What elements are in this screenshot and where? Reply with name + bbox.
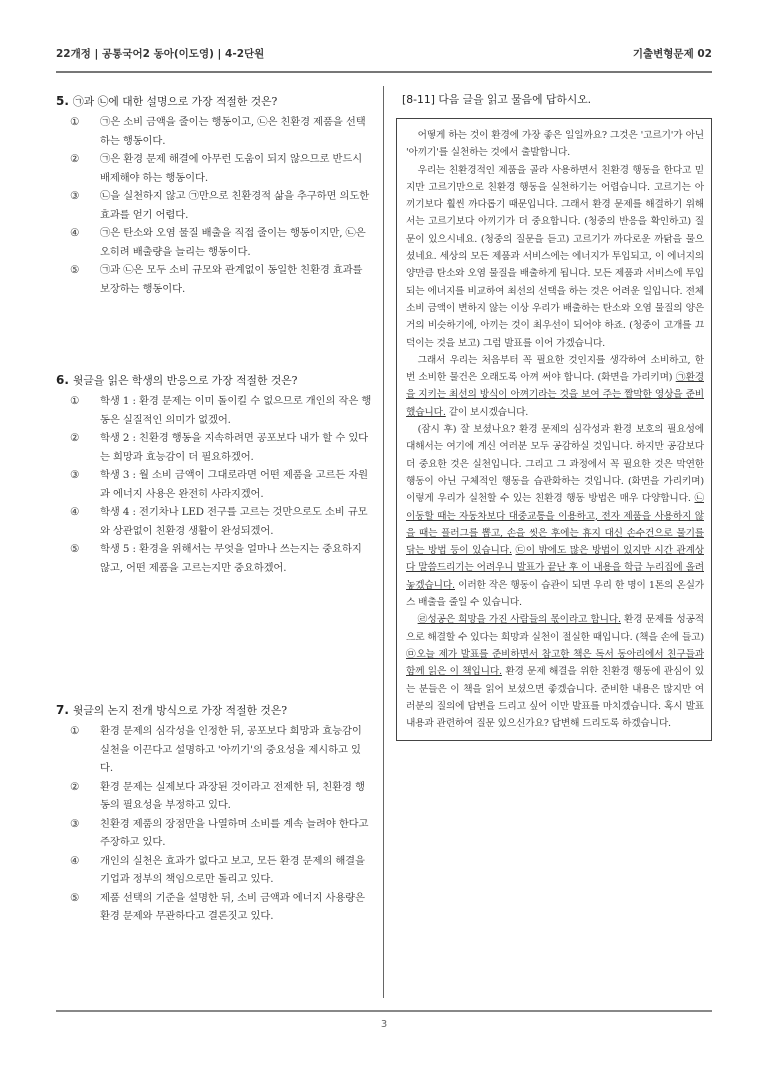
option-marker: ⑤ xyxy=(70,264,80,276)
answer-options xyxy=(56,722,372,926)
option-text: 학생 3 : 월 소비 금액이 그대로라면 어떤 제품을 고르든 자원과 에너지 사용은 완전히 사라지겠어. xyxy=(100,469,369,500)
answer-option[interactable] xyxy=(70,466,372,503)
answer-option[interactable] xyxy=(70,540,372,577)
answer-option[interactable] xyxy=(70,261,372,298)
option-marker: ① xyxy=(70,725,80,737)
footer-divider xyxy=(56,1010,712,1012)
underlined-segment: ㉡이동할 때는 자동차보다 대중교통을 이용하고, 전자 제품을 사용하지 않을 때는 플러그를 뽑고, 손을 씻은 후에는 휴지 대신 손수건으로 물기를 닦는 방법 등이 있습니다. xyxy=(406,493,704,557)
page-number: 3 xyxy=(380,1019,388,1030)
option-marker: ⑤ xyxy=(70,891,80,904)
passage-column xyxy=(396,92,712,741)
header-title: 22개정 | 공통국어2 동아(이도영) | 4-2단원 xyxy=(56,48,265,60)
question-text: 윗글을 읽은 학생의 반응으로 가장 적절한 것은? xyxy=(72,374,298,387)
option-text: ㉠은 탄소와 오염 물질 배출을 직접 줄이는 행동이지만, ㉡은 오히려 배출량을 늘리는 행동이다. xyxy=(100,227,366,258)
option-text: ㉡을 실천하지 않고 ㉠만으로 친환경적 삶을 추구하면 의도한 효과를 얻기 어렵다. xyxy=(100,190,370,221)
option-text: 학생 1 : 환경 문제는 이미 돌이킬 수 없으므로 개인의 작은 행동은 실질적인 의미가 없겠어. xyxy=(100,395,372,426)
text-segment: 환경 문제 해결을 위한 친환경 행동에 관심이 있는 분들은 이 책을 읽어 보셨으면 좋겠습니다. 준비한 내용은 많지만 여러분의 질의에 답변을 드리고 싶어 이만 발표를 마치겠습니다. 혹시 발표 내용과 관련하여 질문 있으신가요? 답변해 드리도록 하겠습니다. xyxy=(406,666,705,730)
passage-paragraph xyxy=(406,162,704,352)
option-text: 개인의 실천은 효과가 없다고 보고, 모든 환경 문제의 해결을 기업과 정부의 책임으로만 돌리고 있다. xyxy=(100,854,365,885)
underlined-segment: ㉤오늘 제가 발표를 준비하면서 참고한 책은 독서 동아리에서 친구들과 함께 읽은 이 책입니다. xyxy=(406,648,704,678)
passage-paragraph xyxy=(406,352,704,421)
answer-option[interactable] xyxy=(70,778,372,815)
question-6 xyxy=(56,371,372,577)
answer-option[interactable] xyxy=(70,852,372,889)
option-marker: ① xyxy=(70,395,80,407)
option-text: 학생 4 : 전기차나 LED 전구를 고르는 것만으로도 소비 규모와 상관없이 친환경 생활이 완성되겠어. xyxy=(100,506,368,537)
question-stem xyxy=(56,371,372,390)
option-text: 친환경 제품의 장점만을 나열하며 소비를 계속 늘려야 한다고 주장하고 있다. xyxy=(100,817,369,848)
underlined-segment: ㉢이 밖에도 많은 방법이 있지만 시간 관계상 다 말씀드리기는 어려우니 발표가 끝난 후 이 내용을 학급 누리집에 올려놓겠습니다. xyxy=(406,545,704,591)
question-stem xyxy=(56,92,372,111)
answer-option[interactable] xyxy=(70,187,372,224)
answer-option[interactable] xyxy=(70,150,372,187)
question-number: 7. xyxy=(56,703,69,717)
option-text: ㉠은 환경 문제 해결에 아무런 도움이 되지 않으므로 반드시 배제해야 하는 행동이다. xyxy=(100,153,363,184)
option-marker: ④ xyxy=(70,854,80,867)
question-number: 5. xyxy=(56,94,69,108)
answer-options xyxy=(56,392,372,577)
text-segment: (잠시 후) 잘 보셨나요? 환경 문제의 심각성과 환경 보호의 필요성에 대해서는 여기에 계신 여러분 모두 공감하실 것입니다. 하지만 공감보다 더 중요한 것은 실천입니다. 그리고 그 과정에서 꼭 필요한 것은 막연한 행동이 아닌 구체적인 행동을 습관화하는 것입니다. (화면을 가리키며) 이렇게 우리가 실천할 수 있는 친환경 행동 방법은 매우 다양합니다. xyxy=(406,424,704,505)
question-stem xyxy=(56,701,372,720)
answer-option[interactable] xyxy=(70,889,372,926)
option-marker: ② xyxy=(70,780,80,793)
answer-option[interactable] xyxy=(70,815,372,852)
underlined-segment: ㉠환경을 지키는 최선의 방식이 아껴기라는 것을 보여 주는 짤막한 영상을 준비했습니다. xyxy=(406,372,704,418)
question-number: 6. xyxy=(56,373,69,387)
option-marker: ③ xyxy=(70,190,80,202)
question-7 xyxy=(56,701,372,926)
option-text: 학생 5 : 환경을 위해서는 무엇을 얼마나 쓰는지는 중요하지 않고, 어떤 제품을 고르는지만 중요하겠어. xyxy=(100,543,362,574)
header-worksheet-label: 기출변형문제 02 xyxy=(632,48,712,60)
passage-instruction: [8-11] 다음 글을 읽고 물음에 답하시오. xyxy=(402,93,592,106)
text-segment: 이러한 작은 행동이 습관이 되면 우리 한 명이 1톤의 온실가스 배출을 줄일 수 있습니다. xyxy=(406,579,704,609)
header-divider xyxy=(56,71,712,73)
text-segment: 우리는 친환경적인 제품을 골라 사용하면서 친환경 행동을 한다고 믿지만 고르기만으로 친환경 행동을 실천하기는 어렵습니다. 고르기는 아끼기보다 훨씬 까다롭기 때문입니다. 그래서 환경 문제를 해결하기 위해서는 고르기보다 아끼기가 더 중요합니다. (청중의 반응을 확인하고) 질문이 있으시네요. (청중의 질문을 듣고) 고르기가 까다로운 까닭을 물으셨네요. 세상의 모든 제품과 서비스에는 에너지가 투입되고, 이 에너지의 양만큼 탄소와 오염 물질을 배출하게 됩니다. 모든 제품과 서비스에 투입되는 에너지를 비교하여 최선의 선택을 하는 것은 어려운 일입니다. 전체 소비 금액이 변하지 않는 이상 우리가 배출하는 탄소와 오염 물질의 양은 거의 비슷하기에, 아끼는 것이 최우선이 되어야 하죠. (청중이 고개를 끄덕이는 것을 보고) 그럼 발표를 이어 가겠습니다. xyxy=(406,164,704,349)
option-marker: ④ xyxy=(70,506,80,518)
option-marker: ② xyxy=(70,153,80,165)
answer-option[interactable] xyxy=(70,224,372,261)
option-marker: ④ xyxy=(70,227,80,239)
passage-paragraph xyxy=(406,127,704,162)
option-text: ㉠은 소비 금액을 줄이는 행동이고, ㉡은 친환경 제품을 선택하는 행동이다. xyxy=(100,116,366,147)
option-marker: ⑤ xyxy=(70,543,80,555)
question-text: 윗글의 논지 전개 방식으로 가장 적절한 것은? xyxy=(72,704,288,717)
answer-option[interactable] xyxy=(70,722,372,778)
answer-option[interactable] xyxy=(70,429,372,466)
answer-options xyxy=(56,113,372,298)
underlined-segment: ㉣성공은 희망을 가진 사람들의 몫이라고 합니다. xyxy=(417,614,621,626)
option-marker: ① xyxy=(70,116,80,128)
text-segment: 같이 보시겠습니다. xyxy=(445,406,529,418)
passage-box xyxy=(396,118,712,741)
option-marker: ③ xyxy=(70,817,80,830)
option-text: ㉠과 ㉡은 모두 소비 규모와 관계없이 동일한 친환경 효과를 보장하는 행동이다. xyxy=(100,264,363,295)
text-segment: 어떻게 하는 것이 환경에 가장 좋은 일일까요? 그것은 '고르기'가 아닌 '아끼기'를 실천하는 것에서 출발합니다. xyxy=(406,130,704,159)
option-text: 제품 선택의 기준을 설명한 뒤, 소비 금액과 에너지 사용량은 환경 문제와 무관하다고 결론짓고 있다. xyxy=(100,891,365,922)
option-marker: ③ xyxy=(70,469,80,481)
option-text: 환경 문제의 심각성을 인정한 뒤, 공포보다 희망과 효능감이 실천을 이끈다고 설명하고 '아끼기'의 중요성을 제시하고 있다. xyxy=(100,725,362,774)
answer-option[interactable] xyxy=(70,113,372,150)
question-text: ㉠과 ㉡에 대한 설명으로 가장 적절한 것은? xyxy=(72,95,278,108)
text-segment: 그래서 우리는 처음부터 꼭 필요한 것인지를 생각하여 소비하고, 한 번 소비한 물건은 오래도록 아껴 써야 합니다. (화면을 가리키며) xyxy=(406,354,704,384)
option-text: 학생 2 : 친환경 행동을 지속하려면 공포보다 내가 할 수 있다는 희망과 효능감이 더 필요하겠어. xyxy=(100,432,369,463)
text-segment: 환경 문제를 성공적으로 해결할 수 있다는 희망과 실천이 절실한 때입니다. (책을 손에 들고) xyxy=(406,614,704,643)
passage-paragraph xyxy=(406,421,704,611)
option-marker: ② xyxy=(70,432,80,444)
option-text: 환경 문제는 실제보다 과장된 것이라고 전제한 뒤, 친환경 행동의 필요성을 부정하고 있다. xyxy=(100,780,365,811)
answer-option[interactable] xyxy=(70,392,372,429)
question-5 xyxy=(56,92,372,298)
column-divider xyxy=(383,86,384,998)
passage-paragraph xyxy=(406,611,704,732)
answer-option[interactable] xyxy=(70,503,372,540)
